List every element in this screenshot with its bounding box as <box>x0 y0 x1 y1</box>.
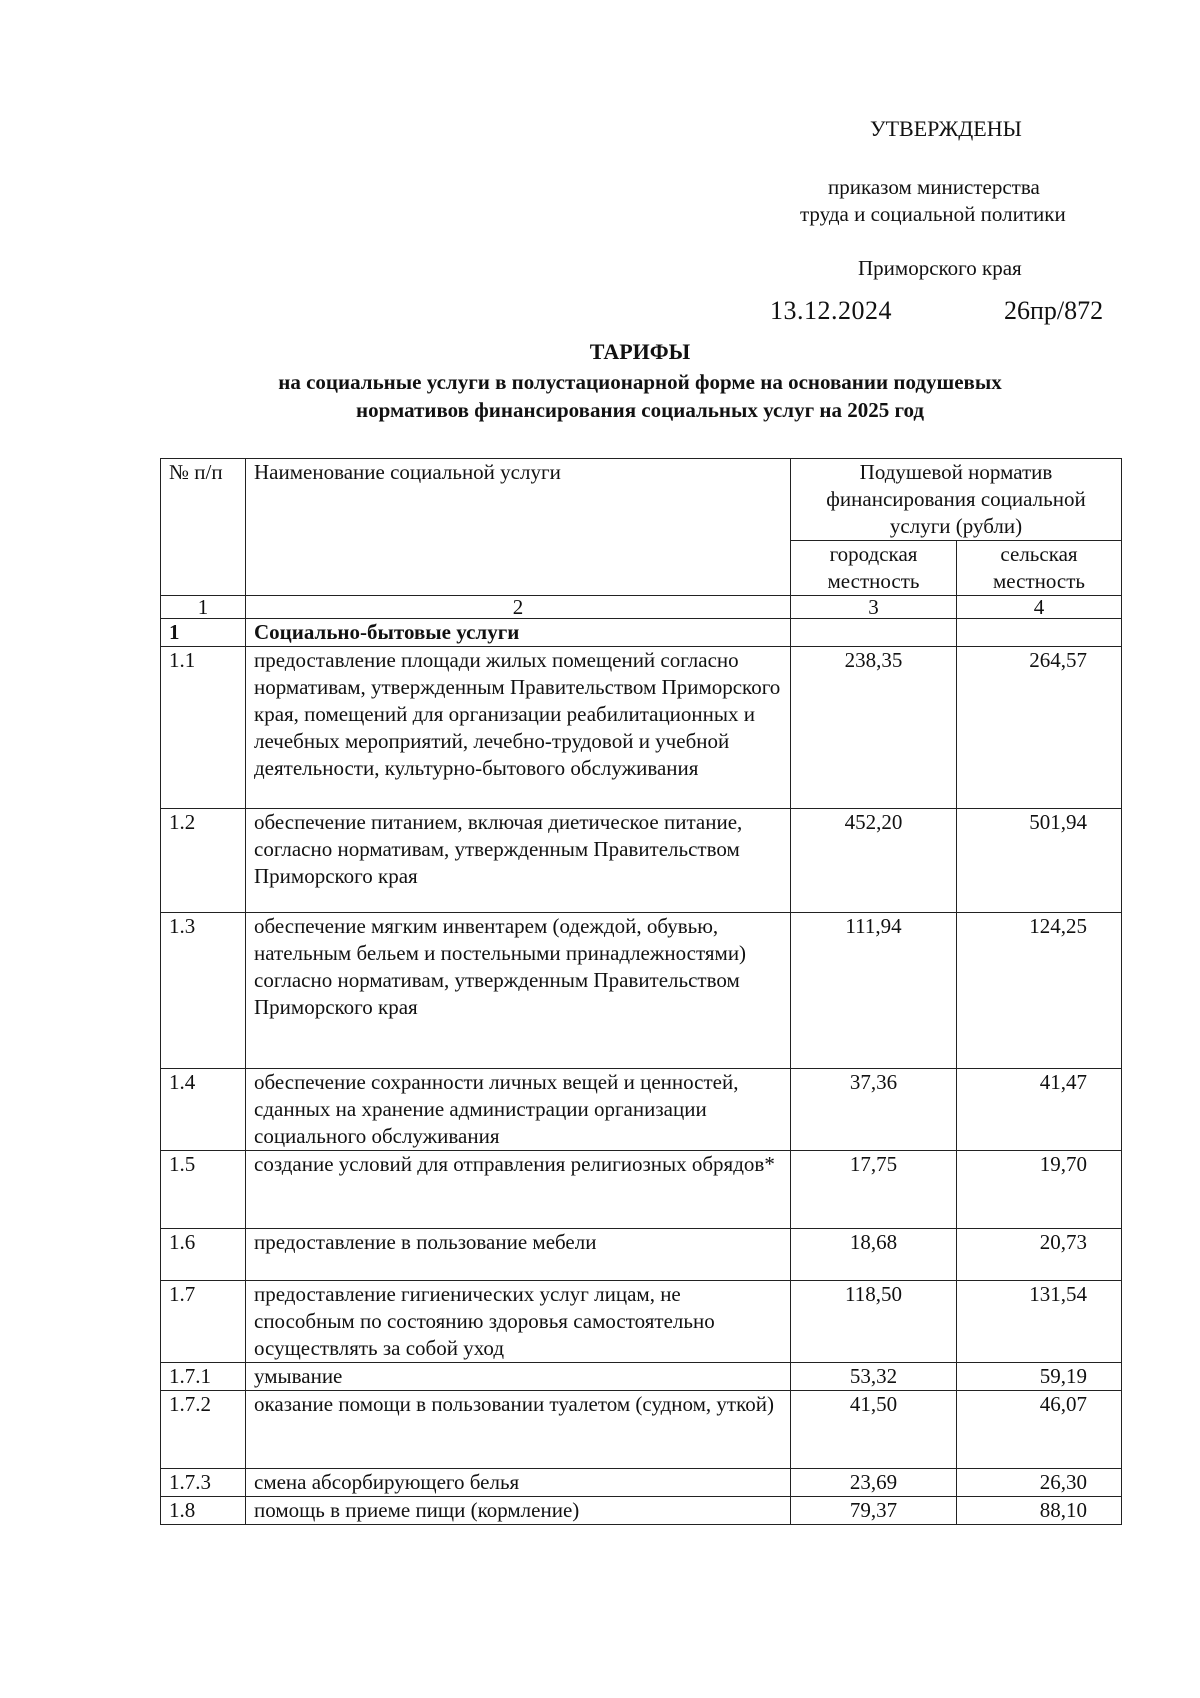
row-name: создание условий для отправления религиозных обрядов* <box>246 1151 791 1229</box>
row-urban: 118,50 <box>791 1281 957 1363</box>
col-number-3: 3 <box>791 596 957 619</box>
row-rural: 59,19 <box>957 1363 1122 1391</box>
table-row <box>161 1391 1122 1469</box>
row-num: 1.3 <box>161 913 246 1069</box>
order-number: 26пр/872 <box>1004 296 1104 325</box>
row-name: смена абсорбирующего белья <box>246 1469 791 1497</box>
row-num: 1.4 <box>161 1069 246 1151</box>
header-row <box>161 459 1122 541</box>
row-num: 1.7.2 <box>161 1391 246 1469</box>
row-name: обеспечение сохранности личных вещей и ценностей, сданных на хранение администрации организации социального обслуживания <box>246 1069 791 1151</box>
row-urban: 79,37 <box>791 1497 957 1525</box>
row-urban: 18,68 <box>791 1229 957 1281</box>
row-num: 1.1 <box>161 647 246 809</box>
row-num: 1.7.1 <box>161 1363 246 1391</box>
table-row <box>161 1497 1122 1525</box>
approval-heading: УТВЕРЖДЕНЫ <box>870 116 1022 141</box>
order-date: 13.12.2024 <box>770 296 892 325</box>
row-name: помощь в приеме пищи (кормление) <box>246 1497 791 1525</box>
col-number-1: 1 <box>161 596 246 619</box>
row-rural: 88,10 <box>957 1497 1122 1525</box>
row-urban: 17,75 <box>791 1151 957 1229</box>
section-name: Социально-бытовые услуги <box>246 619 791 647</box>
row-urban: 23,69 <box>791 1469 957 1497</box>
row-urban: 37,36 <box>791 1069 957 1151</box>
row-name: обеспечение питанием, включая диетическое питание, согласно нормативам, утвержденным Правительством Приморского края <box>246 809 791 913</box>
header-num: № п/п <box>161 459 246 596</box>
row-name: предоставление в пользование мебели <box>246 1229 791 1281</box>
row-num: 1.8 <box>161 1497 246 1525</box>
row-rural: 131,54 <box>957 1281 1122 1363</box>
row-num: 1.2 <box>161 809 246 913</box>
column-number-row <box>161 596 1122 619</box>
row-name: предоставление площади жилых помещений согласно нормативам, утвержденным Правительством Приморского края, помещений для организации реабилитационных и лечебных мероприятий, лечебно-трудовой и учебной деятельности, культурно-бытового обслуживания <box>246 647 791 809</box>
section-rural <box>957 619 1122 647</box>
header-name: Наименование социальной услуги <box>246 459 791 596</box>
row-name: умывание <box>246 1363 791 1391</box>
header-rural: сельская местность <box>957 541 1122 596</box>
doc-subtitle-1: на социальные услуги в полустационарной форме на основании подушевых <box>278 370 1002 394</box>
table-row <box>161 1229 1122 1281</box>
header-norm: Подушевой норматив финансирования социальной услуги (рубли) <box>791 459 1122 541</box>
header-urban: городская местность <box>791 541 957 596</box>
table-row <box>161 1469 1122 1497</box>
col-number-2: 2 <box>246 596 791 619</box>
row-rural: 264,57 <box>957 647 1122 809</box>
approval-line-3: Приморского края <box>858 256 1022 280</box>
row-urban: 111,94 <box>791 913 957 1069</box>
row-rural: 20,73 <box>957 1229 1122 1281</box>
doc-title: ТАРИФЫ <box>589 339 691 364</box>
row-name: предоставление гигиенических услуг лицам, не способным по состоянию здоровья самостоятельно осуществлять за собой уход <box>246 1281 791 1363</box>
table-row <box>161 1281 1122 1363</box>
table-row <box>161 1151 1122 1229</box>
table-row <box>161 1363 1122 1391</box>
row-urban: 452,20 <box>791 809 957 913</box>
row-urban: 41,50 <box>791 1391 957 1469</box>
table-row <box>161 647 1122 809</box>
section-row <box>161 619 1122 647</box>
col-number-4: 4 <box>957 596 1122 619</box>
approval-line-1: приказом министерства <box>828 175 1040 199</box>
row-rural: 19,70 <box>957 1151 1122 1229</box>
row-urban: 53,32 <box>791 1363 957 1391</box>
row-name: обеспечение мягким инвентарем (одеждой, обувью, нательным бельем и постельными принадлежностями) согласно нормативам, утвержденным Правительством Приморского края <box>246 913 791 1069</box>
row-rural: 501,94 <box>957 809 1122 913</box>
tariffs-table <box>160 458 1122 1525</box>
row-rural: 46,07 <box>957 1391 1122 1469</box>
row-urban: 238,35 <box>791 647 957 809</box>
row-rural: 41,47 <box>957 1069 1122 1151</box>
doc-subtitle-2: нормативов финансирования социальных услуг на 2025 год <box>355 398 925 422</box>
row-rural: 26,30 <box>957 1469 1122 1497</box>
row-rural: 124,25 <box>957 913 1122 1069</box>
approval-line-2: труда и социальной политики <box>800 202 1066 226</box>
section-num: 1 <box>161 619 246 647</box>
row-num: 1.7 <box>161 1281 246 1363</box>
table-row <box>161 809 1122 913</box>
row-num: 1.6 <box>161 1229 246 1281</box>
row-num: 1.5 <box>161 1151 246 1229</box>
row-name: оказание помощи в пользовании туалетом (судном, уткой) <box>246 1391 791 1469</box>
table-row <box>161 913 1122 1069</box>
row-num: 1.7.3 <box>161 1469 246 1497</box>
section-urban <box>791 619 957 647</box>
table-row <box>161 1069 1122 1151</box>
